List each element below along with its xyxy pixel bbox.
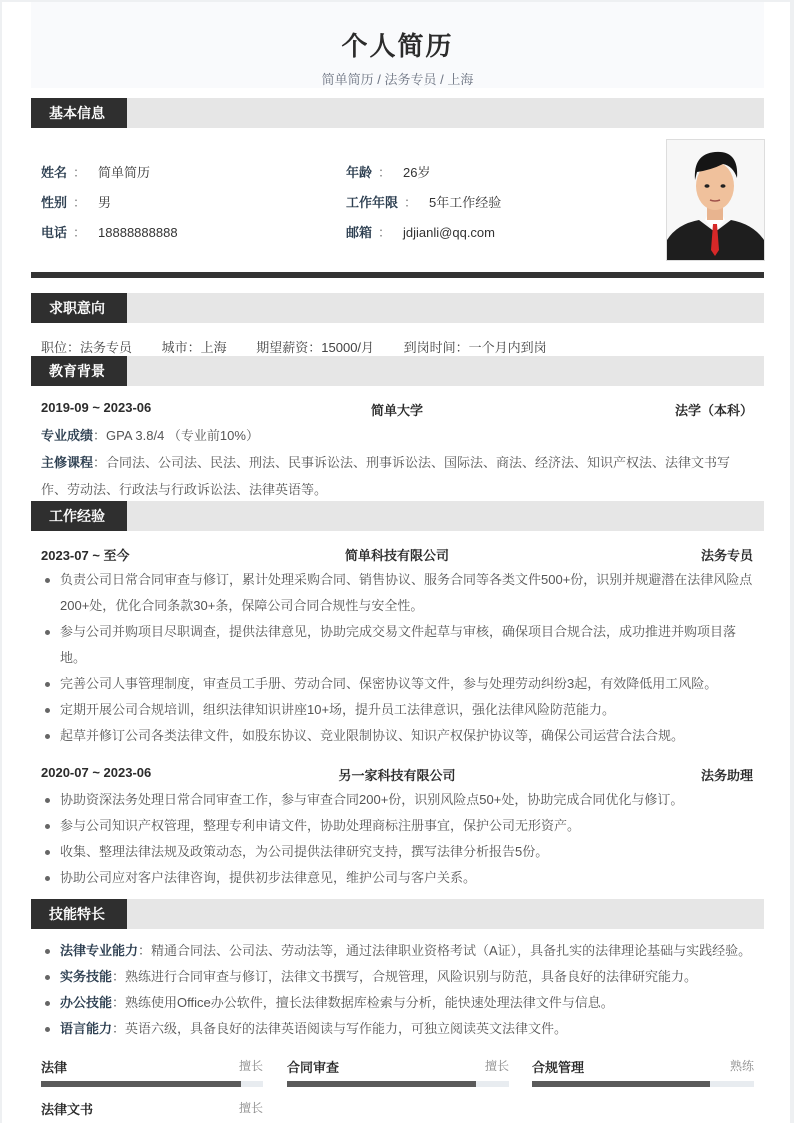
- info-gender: 性别 ： 男: [41, 195, 112, 210]
- progress-bar: [532, 1081, 754, 1087]
- work-role: 法务专员: [700, 548, 753, 563]
- skills-list: [41, 938, 756, 1042]
- list-item: 完善公司人事管理制度，审查员工手册、劳动合同、保密协议等文件，参与处理劳动纠纷3起，有效降低用工风险。: [41, 671, 756, 697]
- section-header-work: [31, 501, 764, 531]
- person-portrait-icon: [667, 140, 764, 260]
- progress-bar: [41, 1081, 263, 1087]
- work-row-1: [41, 545, 753, 564]
- list-item: 收集、整理法律法规及政策动态，为公司提供法律研究支持，撰写法律分析报告5份。: [41, 839, 756, 865]
- avatar: [666, 139, 765, 261]
- intent-arrival: 到岗时间：一个月内到岗: [403, 340, 547, 355]
- list-item: 语言能力：英语六级，具备良好的法律英语阅读与写作能力，可独立阅读英文法律文件。: [41, 1016, 756, 1042]
- info-age: 年龄 ： 26岁: [346, 165, 431, 180]
- list-item: 协助公司应对客户法律咨询，提供初步法律意见，维护公司与客户关系。: [41, 865, 756, 891]
- work-role: 法务助理: [700, 768, 753, 783]
- section-title: 工作经验: [31, 501, 127, 531]
- work-row-2: [41, 765, 753, 784]
- list-item: 负责公司日常合同审查与修订，累计处理采购合同、销售协议、服务合同等各类文件500+份，识别并规避潜在法律风险点200+处，优化合同条款30+条，保障公司合同合规性与安全性。: [41, 567, 756, 619]
- skill-bar-law: 法律 擅长: [41, 1057, 263, 1076]
- page-subtitle: 简单简历 / 法务专员 / 上海: [321, 72, 474, 87]
- info-name: 姓名 ： 简单简历: [41, 165, 151, 180]
- list-item: 协助资深法务处理日常合同审查工作，参与审查合同200+份，识别风险点50+处，协助完成合同优化与修订。: [41, 787, 756, 813]
- section-header-skills: [31, 899, 764, 929]
- education-row: [41, 400, 753, 419]
- section-title: 基本信息: [31, 98, 127, 128]
- intent-position: 职位：法务专员: [41, 340, 133, 355]
- edu-courses: 主修课程：合同法、公司法、民法、刑法、民事诉讼法、刑事诉讼法、国际法、商法、经济法、知识产权法、法律文书写作、劳动法、行政法与行政诉讼法、法律英语等。: [41, 455, 731, 497]
- edu-period: 2019-09 ~ 2023-06: [41, 400, 152, 415]
- intent-city: 城市：上海: [161, 340, 227, 355]
- divider: [31, 272, 764, 278]
- list-item: 定期开展公司合规培训，组织法律知识讲座10+场，提升员工法律意识，强化法律风险防范能力。: [41, 697, 756, 723]
- list-item: 参与公司并购项目尽职调查，提供法律意见，协助完成交易文件起草与审核，确保项目合规合法，成功推进并购项目落地。: [41, 619, 756, 671]
- edu-school: 简单大学: [370, 403, 423, 418]
- info-years: 工作年限 ： 5年工作经验: [346, 195, 502, 210]
- intent-salary: 期望薪资：15000/月: [256, 340, 375, 355]
- section-title: 技能特长: [31, 899, 127, 929]
- work-company: 另一家科技有限公司: [338, 768, 456, 783]
- work-bullets-1: [41, 567, 756, 749]
- work-period: 2020-07 ~ 2023-06: [41, 765, 152, 780]
- resume-header: [31, 2, 764, 88]
- progress-bar: [287, 1081, 509, 1087]
- page-title: 个人简历: [341, 31, 454, 61]
- list-item: 起草并修订公司各类法律文件，如股东协议、竞业限制协议、知识产权保护协议等，确保公司运营合法合规。: [41, 723, 756, 749]
- job-intent: [41, 337, 573, 356]
- edu-major: 法学（本科）: [674, 403, 753, 418]
- edu-gpa: 专业成绩：GPA 3.8/4 （专业前10%）: [41, 428, 259, 443]
- info-email: 邮箱 ： jdjianli@qq.com: [346, 225, 495, 240]
- work-bullets-2: [41, 787, 756, 891]
- info-phone: 电话 ： 18888888888: [41, 225, 178, 240]
- skill-bar-legal-docs: 法律文书 擅长: [41, 1101, 263, 1117]
- list-item: 实务技能：熟练进行合同审查与修订，法律文书撰写，合规管理，风险识别与防范，具备良好的法律研究能力。: [41, 964, 756, 990]
- list-item: 参与公司知识产权管理，整理专利申请文件，协助处理商标注册事宜，保护公司无形资产。: [41, 813, 756, 839]
- work-company: 简单科技有限公司: [344, 548, 449, 563]
- list-item: 法律专业能力：精通合同法、公司法、劳动法等，通过法律职业资格考试（A证），具备扎实的法律理论基础与实践经验。: [41, 938, 756, 964]
- work-period: 2023-07 ~ 至今: [41, 548, 130, 563]
- section-header-intent: [31, 293, 764, 323]
- section-title: 求职意向: [31, 293, 127, 323]
- skill-bar-contract: 合同审查 擅长: [287, 1057, 509, 1076]
- section-header-basic: [31, 98, 764, 128]
- list-item: 办公技能：熟练使用Office办公软件，擅长法律数据库检索与分析，能快速处理法律文件与信息。: [41, 990, 756, 1016]
- section-title: 教育背景: [31, 356, 127, 386]
- section-header-education: [31, 356, 764, 386]
- skill-bar-compliance: 合规管理 熟练: [532, 1057, 754, 1076]
